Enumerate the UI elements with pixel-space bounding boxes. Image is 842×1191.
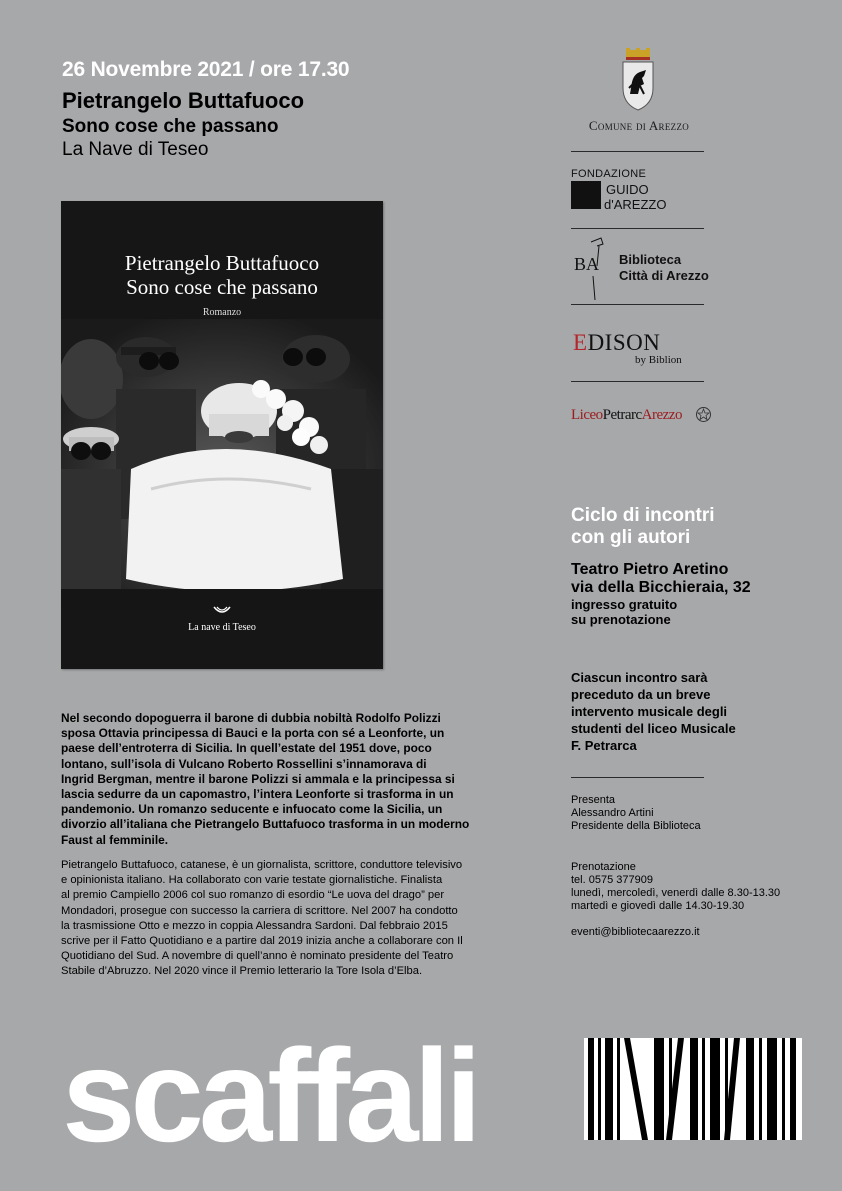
cover-photo (61, 319, 383, 609)
divider (571, 304, 704, 305)
bio-line: Pietrangelo Buttafuoco, catanese, è un giornalista, scrittore, conduttore televisivo (61, 859, 463, 871)
fondazione-guido-label: GUIDO (606, 182, 649, 197)
bio-line: Quotidiano del Sud. A novembre di quell’anno è nominato presidente del Teatro (61, 950, 454, 963)
author-bio-paragraph (61, 858, 521, 980)
synopsis-line: Faust al femminile. (61, 832, 169, 847)
booking-hours-2: martedì e giovedì dalle 14.30-19.30 (571, 900, 745, 912)
biblioteca-label: Biblioteca (619, 252, 682, 267)
bio-line: la trasmissione Otto e mezzo in coppia Alessandra Sardoni. Dal febbraio 2015 (61, 919, 448, 932)
publisher: La Nave di Teseo (62, 139, 209, 160)
series-title-line2: con gli autori (571, 527, 691, 548)
booking-hours-1: lunedì, mercoledì, venerdì dalle 8.30-13.30 (571, 887, 781, 899)
venue-address: via della Bicchieraia, 32 (571, 579, 751, 596)
booking-phone: tel. 0575 377909 (571, 874, 653, 886)
horse-sketch-icon (587, 236, 607, 302)
presenter-label: Presenta (571, 794, 616, 806)
publisher-logo-icon (212, 605, 232, 617)
fondazione-label: FONDAZIONE (571, 168, 647, 180)
author-name: Pietrangelo Buttafuoco (62, 88, 305, 113)
divider (571, 228, 704, 229)
edison-logo (571, 330, 691, 370)
cover-title: Sono cose che passano (126, 275, 318, 299)
booking-label: Prenotazione (571, 861, 636, 873)
cover-genre: Romanzo (202, 307, 242, 318)
venue-name: Teatro Pietro Aretino (571, 561, 729, 578)
synopsis-line: divorzio all’italiana che Pietrangelo Buttafuoco trasforma in un moderno (61, 817, 470, 832)
edison-wordmark (573, 330, 660, 356)
music-note-line: intervento musicale degli (571, 704, 728, 719)
event-date: 26 Novembre 2021 / ore 17.30 (62, 58, 350, 81)
liceo-part-a: Liceo (571, 407, 603, 423)
bio-line: al premio Campiello 2006 col suo romanzo di esordio “Le uova del drago” per (61, 889, 445, 902)
divider (571, 777, 704, 778)
edison-e: E (573, 330, 588, 355)
book-cover-image (61, 201, 383, 669)
biblioteca-ba-mark: BA (574, 254, 600, 274)
scaffali-brand: scaffali (62, 1022, 477, 1169)
music-note-line: Ciascun incontro sarà (571, 670, 708, 685)
synopsis-line: lascia sedurre da un capomastro, l’intera Leonforte si trasforma in un (61, 787, 454, 802)
music-note-line: preceduto da un breve (571, 687, 711, 702)
cover-author: Pietrangelo Buttafuoco (124, 251, 320, 275)
edison-rest: DISON (587, 330, 661, 355)
comune-arezzo-crest-icon (620, 48, 656, 112)
booking-email[interactable]: eventi@bibliotecaarezzo.it (571, 926, 700, 938)
divider (571, 151, 704, 152)
synopsis-line: sposa Ottavia principessa di Bauci e la porta con sé a Leonforte, un (61, 726, 445, 741)
liceo-part-c: Arezzo (641, 407, 682, 423)
synopsis-line: lontano, sull’isola di Vulcano Roberto Rossellini s’innamorava di (61, 756, 427, 771)
biblioteca-arezzo-logo (571, 232, 741, 302)
venue-booking: su prenotazione (571, 612, 671, 627)
synopsis-line: Nel secondo dopoguerra il barone di dubbia nobiltà Rodolfo Polizzi (61, 711, 441, 725)
synopsis-line: Ingrid Bergman, mentre il barone Polizzi si ammala e la principessa si (61, 771, 455, 786)
synopsis-paragraph (61, 711, 511, 848)
divider (571, 381, 704, 382)
cover-publisher: La nave di Teseo (188, 622, 256, 633)
republic-emblem-icon (695, 406, 712, 423)
bookshelf-barcode-icon (584, 1038, 802, 1140)
comune-arezzo-label: Comune di Arezzo (588, 118, 690, 133)
book-title: Sono cose che passano (62, 116, 279, 137)
series-title-line1: Ciclo di incontri (571, 505, 715, 526)
fondazione-emblem-icon (571, 181, 601, 209)
liceo-petrarca-logo (571, 405, 721, 429)
fondazione-arezzo-label: d'AREZZO (604, 197, 667, 212)
synopsis-line: pandemonio. Un romanzo seducente e infuocato come la Sicilia, un (61, 802, 443, 817)
biblioteca-city-label: Città di Arezzo (619, 268, 709, 283)
bio-line: e opinionista italiano. Ha collaborato con varie testate giornalistiche. Finalista (61, 874, 443, 887)
liceo-wordmark (571, 407, 682, 424)
liceo-part-b: Petrarc (602, 407, 642, 423)
music-note-line: studenti del liceo Musicale (571, 721, 736, 736)
presenter-name: Alessandro Artini (571, 807, 654, 819)
music-note-line: F. Petrarca (571, 738, 637, 753)
presenter-role: Presidente della Biblioteca (571, 820, 701, 832)
bio-line: Stabile d’Abruzzo. Nel 2020 vince il Premio letterario la Tore Isola d’Elba. (61, 965, 423, 978)
bio-line: Mondadori, prosegue con successo la carriera di scrittore. Nel 2007 ha condotto (61, 904, 458, 917)
bio-line: scrive per il Fatto Quotidiano e a partire dal 2019 inizia anche a collaborare con Il (61, 935, 463, 948)
fondazione-guido-arezzo-logo (571, 168, 681, 214)
synopsis-line: paese dell’entroterra di Sicilia. In quell’estate del 1951 dove, poco (61, 741, 432, 756)
edison-by-biblion: by Biblion (635, 354, 682, 366)
venue-entry: ingresso gratuito (571, 597, 678, 612)
